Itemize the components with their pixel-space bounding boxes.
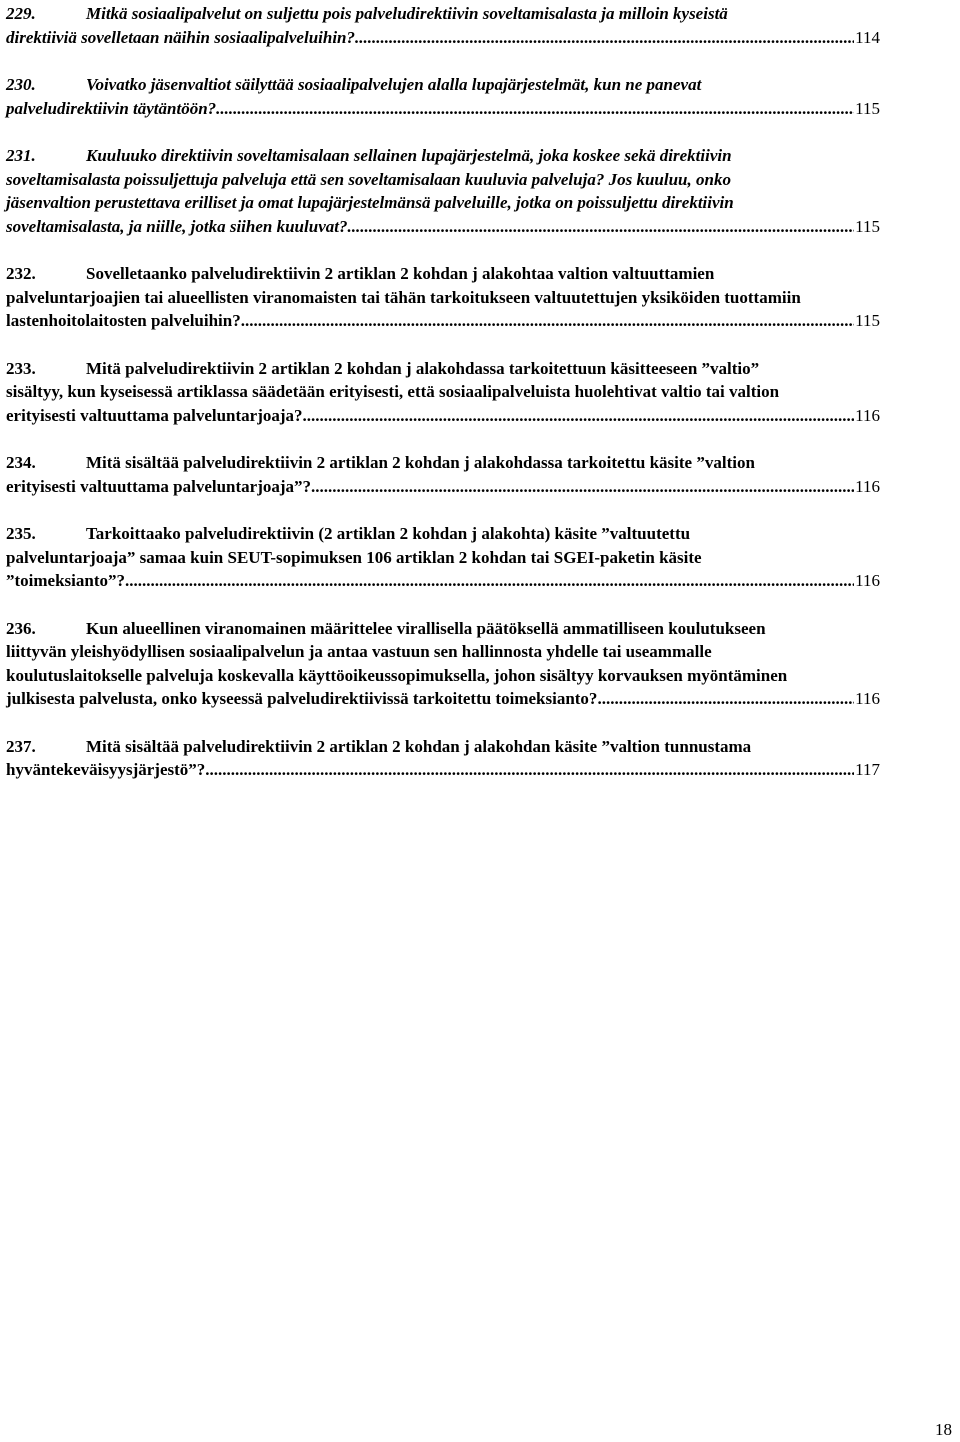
toc-entry-title-last-line: direktiiviä sovelletaan näihin sosiaalipalveluihin? bbox=[6, 27, 356, 47]
toc-page-number: 116 bbox=[855, 476, 880, 496]
table-of-contents bbox=[6, 2, 880, 806]
dot-leader bbox=[355, 26, 854, 50]
toc-entry-231[interactable] bbox=[6, 144, 880, 238]
toc-entry-title-last-line: palveludirektiivin täytäntöön? bbox=[6, 98, 217, 118]
toc-entry-number: 231. bbox=[6, 146, 36, 165]
toc-entry-title-line: palveluntarjoajien tai alueellisten viranomaisten tai tähän tarkoitukseen valtuutettujen yksiköiden tuottamiin bbox=[6, 287, 801, 307]
toc-entry-233[interactable] bbox=[6, 357, 880, 428]
toc-entry-230[interactable] bbox=[6, 73, 880, 120]
toc-entry-229[interactable] bbox=[6, 2, 880, 49]
toc-entry-title-last-line: lastenhoitolaitosten palveluihin? bbox=[6, 311, 241, 330]
toc-entry-title-last-line: hyväntekeväisyysjärjestö”? bbox=[6, 760, 206, 779]
toc-entry-number: 232. bbox=[6, 264, 36, 283]
toc-entry-number: 235. bbox=[6, 524, 36, 543]
dot-leader bbox=[205, 758, 854, 782]
toc-page-number: 116 bbox=[855, 405, 880, 425]
toc-page-number: 115 bbox=[855, 311, 880, 330]
page-number: 18 bbox=[935, 1420, 952, 1439]
dot-leader bbox=[216, 97, 854, 121]
toc-entry-232[interactable] bbox=[6, 262, 880, 333]
toc-entry-number: 230. bbox=[6, 75, 36, 94]
toc-entry-title-last-line: erityisesti valtuuttama palveluntarjoaja”? bbox=[6, 476, 312, 496]
toc-entry-title-line: Voivatko jäsenvaltiot säilyttää sosiaalipalvelujen alalla lupajärjestelmät, kun ne panevat bbox=[86, 75, 702, 94]
toc-entry-number: 236. bbox=[6, 618, 36, 638]
toc-page-number: 114 bbox=[855, 27, 880, 47]
toc-entry-title-line: Mitä sisältää palveludirektiivin 2 artiklan 2 kohdan j alakohdassa tarkoitettu käsite ”valtion bbox=[86, 453, 755, 472]
dot-leader bbox=[347, 215, 854, 239]
toc-entry-title-line: palveluntarjoaja” samaa kuin SEUT-sopimuksen 106 artiklan 2 kohdan tai SGEI-paketin käsite bbox=[6, 547, 702, 567]
toc-entry-title-line: Mitä palveludirektiivin 2 artiklan 2 kohdan j alakohdassa tarkoitettuun käsitteeseen ”valtio” bbox=[86, 358, 760, 378]
toc-entry-235[interactable] bbox=[6, 522, 880, 593]
toc-entry-title-line: Tarkoittaako palveludirektiivin (2 artiklan 2 kohdan j alakohta) käsite ”valtuutettu bbox=[86, 524, 691, 543]
toc-entry-234[interactable] bbox=[6, 451, 880, 498]
dot-leader bbox=[311, 475, 854, 499]
toc-entry-title-line: jäsenvaltion perustettava erilliset ja omat lupajärjestelmänsä palveluille, jotka on poissuljettu direktiivin bbox=[6, 193, 734, 212]
toc-entry-title-line: liittyvän yleishyödyllisen sosiaalipalvelun ja antaa vastuun sen hallinnosta yhdelle tai useammalle bbox=[6, 642, 712, 661]
dot-leader bbox=[241, 309, 854, 333]
toc-entry-title-line: koulutuslaitokselle palveluja koskevalla käyttöoikeussopimuksella, johon sisältyy korvauksen myöntäminen bbox=[6, 665, 788, 685]
toc-entry-236[interactable] bbox=[6, 617, 880, 711]
dot-leader bbox=[125, 569, 854, 593]
toc-entry-number: 237. bbox=[6, 736, 36, 756]
toc-entry-number: 233. bbox=[6, 358, 36, 378]
dot-leader bbox=[303, 404, 855, 428]
dot-leader bbox=[597, 687, 854, 711]
toc-page-number: 115 bbox=[855, 216, 880, 236]
toc-entry-title-line: Kuuluuko direktiivin soveltamisalaan sellainen lupajärjestelmä, joka koskee sekä direktiivin bbox=[86, 146, 732, 165]
toc-entry-title-line: sisältyy, kun kyseisessä artiklassa säädetään erityisesti, että sosiaalipalveluista huolehtivat valtio tai valtion bbox=[6, 382, 780, 401]
toc-page-number: 116 bbox=[855, 689, 880, 708]
toc-entry-title-line: Mitä sisältää palveludirektiivin 2 artiklan 2 kohdan j alakohdan käsite ”valtion tunnustama bbox=[86, 736, 752, 756]
toc-page-number: 117 bbox=[855, 760, 880, 779]
toc-entry-number: 229. bbox=[6, 4, 36, 23]
toc-entry-number: 234. bbox=[6, 453, 36, 472]
toc-entry-title-last-line: soveltamisalasta, ja niille, jotka siihen kuuluvat? bbox=[6, 216, 348, 236]
toc-entry-title-line: soveltamisalasta poissuljettuja palveluja että sen soveltamisalaan kuuluvia palveluja? Jos kuuluu, onko bbox=[6, 169, 731, 189]
toc-entry-title-last-line: ”toimeksianto”? bbox=[6, 571, 125, 590]
toc-entry-237[interactable] bbox=[6, 735, 880, 782]
toc-entry-title-last-line: julkisesta palvelusta, onko kyseessä palveludirektiivissä tarkoitettu toimeksianto? bbox=[6, 689, 598, 708]
toc-entry-title-last-line: erityisesti valtuuttama palveluntarjoaja? bbox=[6, 405, 303, 425]
toc-entry-title-line: Kun alueellinen viranomainen määrittelee virallisella päätöksellä ammatilliseen koulutukseen bbox=[86, 618, 766, 638]
toc-page-number: 116 bbox=[855, 571, 880, 590]
toc-entry-title-line: Mitkä sosiaalipalvelut on suljettu pois palveludirektiivin soveltamisalasta ja milloin kyseistä bbox=[86, 4, 728, 23]
toc-page-number: 115 bbox=[855, 98, 880, 118]
toc-entry-title-line: Sovelletaanko palveludirektiivin 2 artiklan 2 kohdan j alakohtaa valtion valtuuttamien bbox=[86, 264, 715, 283]
